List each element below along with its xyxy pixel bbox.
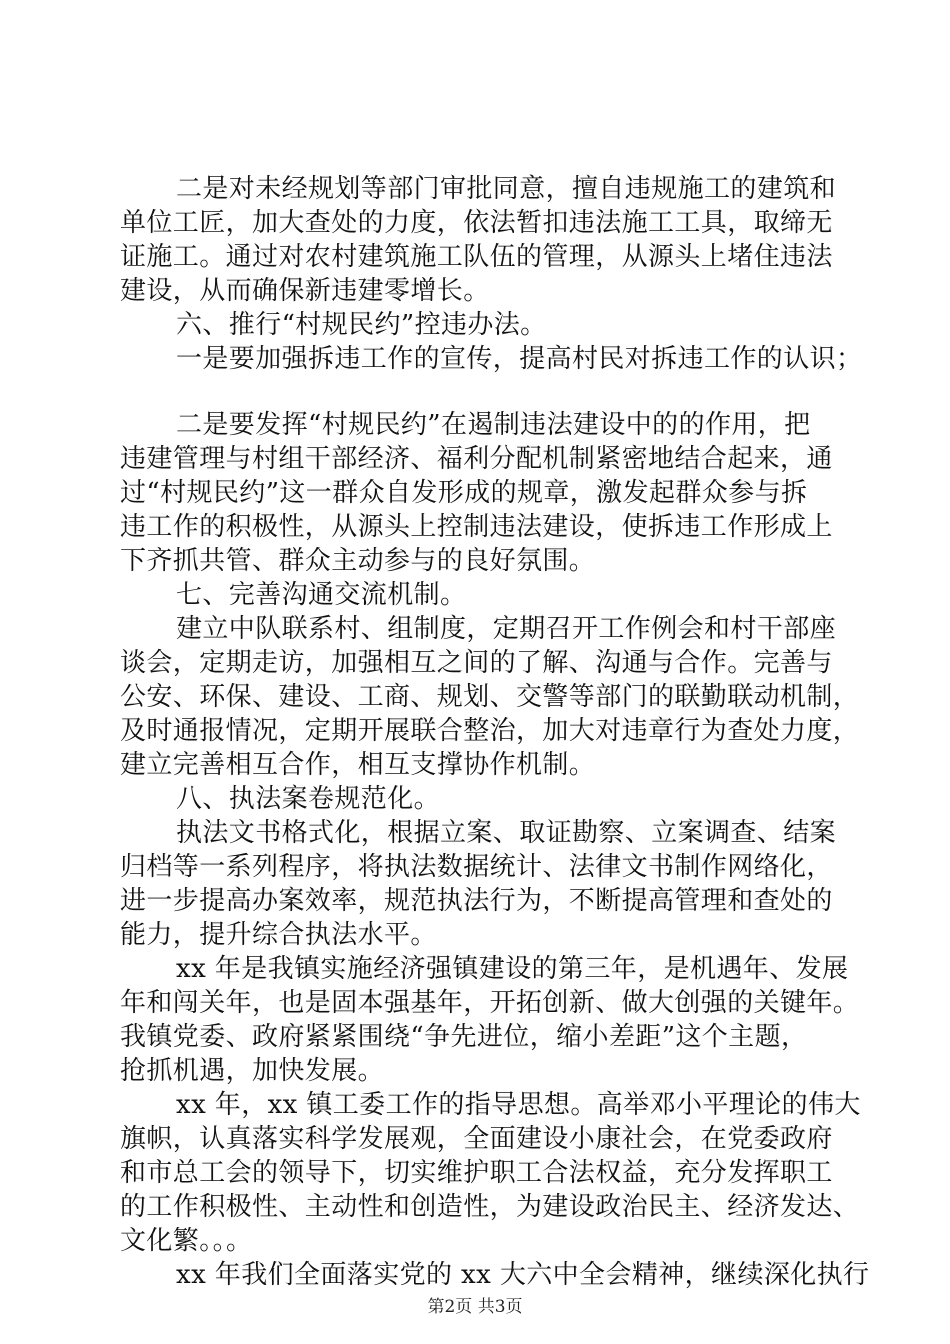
paragraph-line: 二是对未经规划等部门审批同意，擅自违规施工的建筑和	[176, 174, 837, 204]
paragraph-line: 二是要发挥“村规民约”在遏制违法建设中的的作用，把	[176, 410, 811, 440]
paragraph-line: 一是要加强拆违工作的宣传，提高村民对拆违工作的认识；	[176, 344, 863, 374]
paragraph-line: 进一步提高办案效率，规范执法行为，不断提高管理和查处的	[120, 886, 833, 916]
paragraph-line: 单位工匠，加大查处的力度，依法暂扣违法施工工具，取缔无	[120, 208, 833, 238]
paragraph-line: 和市总工会的领导下，切实维护职工合法权益，充分发挥职工	[120, 1158, 833, 1188]
section-heading: 八、执法案卷规范化。	[176, 784, 441, 814]
paragraph-line: 抢抓机遇，加快发展。	[120, 1056, 385, 1086]
paragraph-line: 能力，提升综合执法水平。	[120, 920, 437, 950]
page-footer: 第2页 共3页	[427, 1297, 523, 1317]
paragraph-line: 下齐抓共管、群众主动参与的良好氛围。	[120, 546, 596, 576]
paragraph-line: 公安、环保、建设、工商、规划、交警等部门的联勤联动机制，	[120, 682, 860, 712]
paragraph-line: 违工作的积极性，从源头上控制违法建设，使拆违工作形成上	[120, 512, 833, 542]
paragraph-line: 文化繁。。。	[120, 1226, 253, 1256]
paragraph-line: 及时通报情况，定期开展联合整治，加大对违章行为查处力度，	[120, 716, 860, 746]
paragraph-line: 年和闯关年，也是固本强基年，开拓创新、做大创强的关键年。	[120, 988, 860, 1018]
paragraph-line: 违建管理与村组干部经济、福利分配机制紧密地结合起来，通	[120, 444, 833, 474]
paragraph-line: 的工作积极性、主动性和创造性，为建设政治民主、经济发达、	[120, 1192, 860, 1222]
section-heading: 七、完善沟通交流机制。	[176, 580, 467, 610]
paragraph-line: xx 年是我镇实施经济强镇建设的第三年，是机遇年、发展	[176, 954, 849, 984]
paragraph-line: 过“村规民约”这一群众自发形成的规章，激发起群众参与拆	[120, 478, 808, 508]
paragraph-line: xx 年，xx 镇工委工作的指导思想。高举邓小平理论的伟大	[176, 1090, 861, 1120]
paragraph-line: 建设，从而确保新违建零增长。	[120, 276, 490, 306]
paragraph-line: xx 年我们全面落实党的 xx 大六中全会精神，继续深化执行	[176, 1260, 870, 1290]
paragraph-line: 执法文书格式化，根据立案、取证勘察、立案调查、结案	[176, 818, 837, 848]
paragraph-line: 建立完善相互合作，相互支撑协作机制。	[120, 750, 596, 780]
paragraph-line: 证施工。通过对农村建筑施工队伍的管理，从源头上堵住违法	[120, 242, 833, 272]
paragraph-line: 归档等一系列程序，将执法数据统计、法律文书制作网络化，	[120, 852, 833, 882]
paragraph-gap	[120, 376, 840, 408]
document-body	[120, 172, 870, 1292]
paragraph-line: 建立中队联系村、组制度，定期召开工作例会和村干部座	[176, 614, 837, 644]
paragraph-line: 我镇党委、政府紧紧围绕“争先进位，缩小差距”这个主题，	[120, 1022, 808, 1052]
paragraph-line: 旗帜，认真落实科学发展观，全面建设小康社会，在党委政府	[120, 1124, 833, 1154]
section-heading: 六、推行“村规民约”控违办法。	[176, 310, 547, 340]
paragraph-line: 谈会，定期走访，加强相互之间的了解、沟通与合作。完善与	[120, 648, 833, 678]
